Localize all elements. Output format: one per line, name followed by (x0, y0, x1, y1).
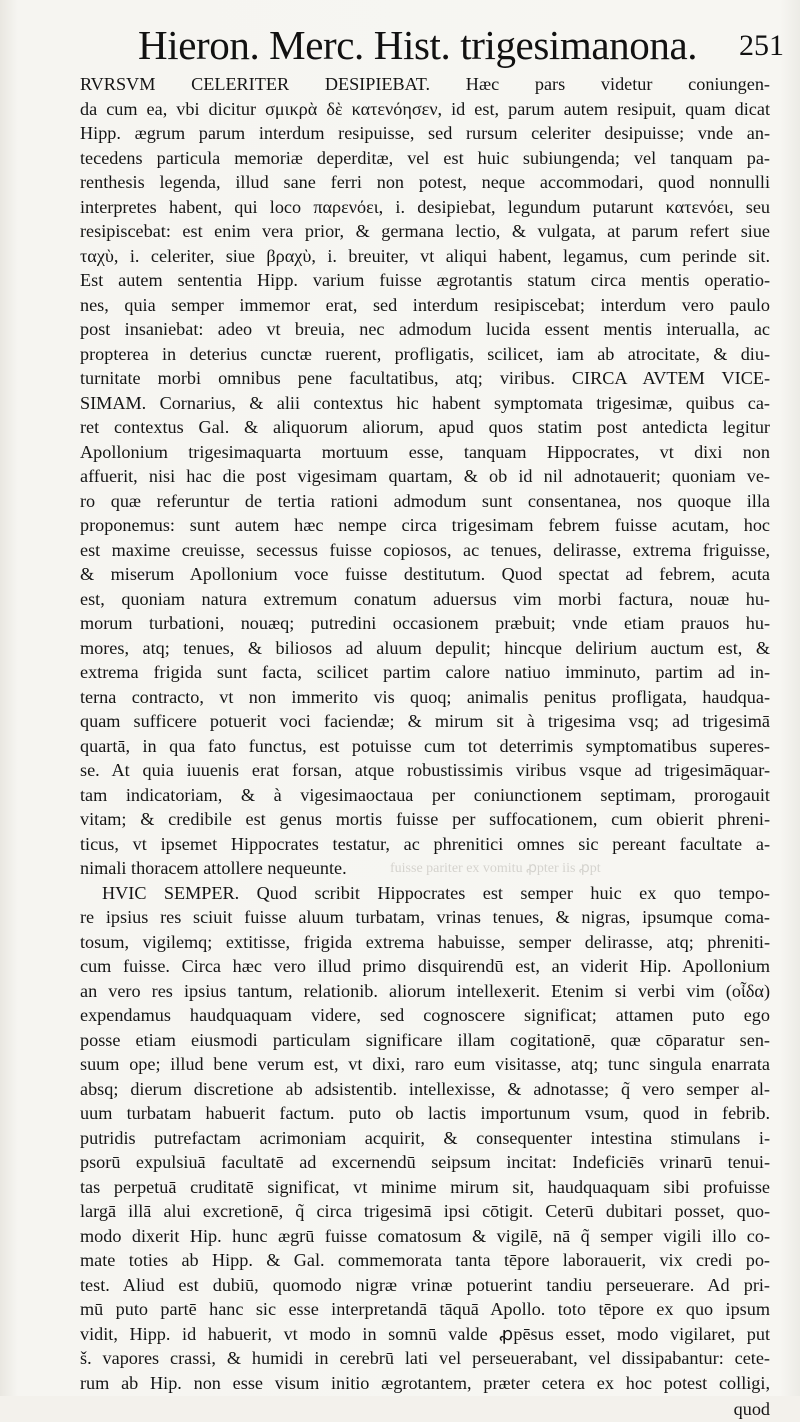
text-line: quartā, in qua fato functus, est potuisse cum tot deterrimis symptomatibus superes- (80, 735, 770, 756)
text-line: HVIC SEMPER. Quod scribit Hippocrates est semper huic ex quo tempo- (102, 882, 770, 903)
text-line: cum fuisse. Circa hæc vero illud primo disquirendū est, an viderit Hip. Apollonium (80, 956, 770, 976)
text-line: re ipsius res sciuit fuisse aluum turbatam, vrinas tenues, & nigras, ipsumque coma- (80, 907, 770, 927)
text-line: est maxime creuisse, secessus fuisse copiosos, ac tenues, delirasse, extrema friguisse, (80, 539, 770, 560)
text-line: mū puto partē hanc sic esse interpretandā tāquā Apollo. toto tēpore ex quo ipsum (80, 1299, 770, 1319)
text-line: extrema frigida sunt facta, scilicet partim calore natiuo imminuto, partim ad in- (80, 662, 770, 682)
text-line: renthesis legenda, illud sane ferri non potest, neque accommodari, quod nonnulli (80, 172, 770, 192)
text-line: posse etiam eiusmodi particulam significare illam cogitationē, quæ cōparatur sen- (80, 1029, 770, 1050)
text-line: ret contextus Gal. & aliquorum aliorum, apud quos statim post antedicta legitur (80, 417, 770, 437)
text-line: Apollonium trigesimaquarta mortuum esse, tanquam Hippocrates, vt dixi non (80, 441, 770, 462)
text-line: propterea in deterius cunctæ ruerent, profligatis, scilicet, iam ab atrocitate, & diu- (80, 343, 770, 364)
text-line: & miserum Apollonium voce fuisse destitutum. Quod spectat ad febrem, acuta (80, 564, 770, 584)
text-line: vidit, Hipp. id habuerit, vt modo in somnū valde ꝓpēsus esset, modo vigilaret, put (80, 1323, 770, 1344)
text-line: terna contracto, vt non immerito vis quoq; animalis penitus profligata, haudqua- (80, 686, 770, 707)
text-line: morum turbationi, nouæq; putredini occasionem præbuit; vnde etiam prauos hu- (80, 613, 770, 633)
running-title: Hieron. Merc. Hist. trigesimanona. (138, 22, 698, 68)
text-line: an vero res ipsius tantum, relationib. aliorum intellexerit. Etenim si verbi vim (οἶδα) (80, 980, 770, 1001)
text-line: post insaniebat: adeo vt breuia, nec admodum lucida essent mentis interualla, ac (80, 319, 770, 339)
text-line: SIMAM. Cornarius, & alii contextus hic habent symptomata trigesimæ, quibus ca- (80, 392, 770, 413)
text-line: vitam; & credibile est genus mortis fuisse per suffocationem, cum obierit phreni- (80, 809, 770, 829)
text-line: rum ab Hip. non esse visum initio ægrotantem, præter cetera ex hoc potest colligi, (80, 1372, 770, 1393)
text-line: quam sufficere potuerit voci faciendæ; & mirum sit à trigesima vsq; ad trigesimā (80, 711, 770, 731)
text-line: ταχὺ, i. celeriter, siue βραχὺ, i. breuiter, vt aliqui habent, legamus, cum perinde sit. (80, 245, 770, 266)
text-line: turnitate morbi omnibus pene facultatibus, atq; viribus. CIRCA AVTEM VICE- (80, 368, 770, 388)
text-line: modo dixerit Hip. hunc ægrū fuisse comatosum & vigilē, nā q̃ semper vigili illo co- (80, 1225, 770, 1246)
text-line: Est autem sententia Hipp. varium fuisse ægrotantis statum circa mentis operatio- (80, 270, 770, 290)
text-line: nimali thoracem attollere nequeunte. (80, 858, 347, 878)
text-line: Hipp. ægrum parum interdum resipuisse, sed rursum celeriter desipuisse; vnde an- (80, 123, 770, 143)
text-line: affuerit, nisi hac die post vigesimam quartam, & ob id nil adnotauerit; quoniam ve- (80, 466, 770, 486)
text-line: uum turbatam habuerit factum. puto ob lactis importunum vsum, quod in febrib. (80, 1103, 770, 1123)
text-line: putridis putrefactam acrimoniam acquirit, & consequenter intestina stimulans i- (80, 1127, 770, 1148)
page-number: 251 (739, 29, 784, 62)
text-line: absq; dierum discretione ab adsistentib. intellexisse, & adnotasse; q̃ vero semper al- (80, 1078, 770, 1099)
text-line: resipiscebat: est enim vera prior, & germana lectio, & vulgata, at parum refert siue (80, 221, 770, 241)
text-line: est, quoniam natura extremum conatum aduersus vim morbi factura, nouæ hu- (80, 588, 770, 609)
text-line: š. vapores crassi, & humidi in cerebrū lati vel perseuerabant, vel dissipabantur: cete- (80, 1348, 770, 1368)
text-line: largā illā alui excretionē, q̃ circa trigesimā ipsi cōtigit. Ceterū dubitari posset, quo- (80, 1201, 770, 1221)
catchword: quod (733, 1399, 770, 1419)
text-line: da cum ea, vbi dicitur σμικρὰ δὲ κατενόησεν, id est, parum autem resipuit, quam dicat (80, 98, 770, 119)
text-line: nes, quia semper immemor erat, sed interdum resipiscebat; interdum vero paulo (80, 294, 770, 315)
text-line: tam indicatoriam, & à vigesimaoctaua per coniunctionem septimam, prorogauit (80, 784, 770, 805)
page-header (138, 18, 788, 72)
text-line: proponemus: sunt autem hæc nempe circa trigesimam febrem fuisse acutam, hoc (80, 515, 770, 535)
text-line: suum ope; illud bene verum est, vt dixi, raro eum visitasse, atq; tunc singula enarrata (80, 1054, 770, 1074)
text-line: tosum, vigilemq; extitisse, frigida extrema habuisse, semper delirasse, atq; phreniti- (80, 931, 770, 952)
text-line: mate toties ab Hipp. & Gal. commemorata tanta tēpore laborauerit, vix credi po- (80, 1250, 770, 1270)
bleed-through-text: fuisse pariter ex vomitu ꝓpter iis ꝓpt (390, 861, 601, 876)
text-line: ticus, vt ipsemet Hippocrates testatur, ac phrenitici omnes sic pereant facultate a- (80, 833, 770, 854)
text-line: expendamus haudquaquam videre, sed cognoscere significat; attamen puto ego (80, 1005, 770, 1025)
text-line: RVRSVM CELERITER DESIPIEBAT. Hæc pars videtur coniungen- (80, 74, 770, 94)
text-line: psorū expulsiuā facultatē ad excernendū seipsum incitat: Indeficiēs vrinarū tenui- (80, 1152, 770, 1172)
text-line: tecedens particula memoriæ deperditæ, vel est huic subiungenda; vel tanquam pa- (80, 147, 770, 168)
body-text (80, 72, 770, 1422)
text-line: tas perpetuā cruditatē significat, vt minime mirum sit, haudquaquam sibi profuisse (80, 1176, 770, 1197)
text-line: se. At quia iuuenis erat forsan, atque robustissimis viribus vsque ad trigesimāquar- (80, 760, 770, 780)
text-line: test. Aliud est dubiū, quomodo nigræ vrinæ potuerint tandiu perseuerare. Ad pri- (80, 1274, 770, 1295)
text-line: ro quæ referuntur de tertia rationi admodum sunt consentanea, nos quoque illa (80, 490, 770, 511)
text-line: mores, atq; tenues, & biliosos ad aluum depulit; hincque delirium auctum est, & (80, 637, 770, 658)
text-line: interpretes habent, qui loco παρενόει, i. desipiebat, legundum putarunt κατενόει, seu (80, 196, 770, 217)
